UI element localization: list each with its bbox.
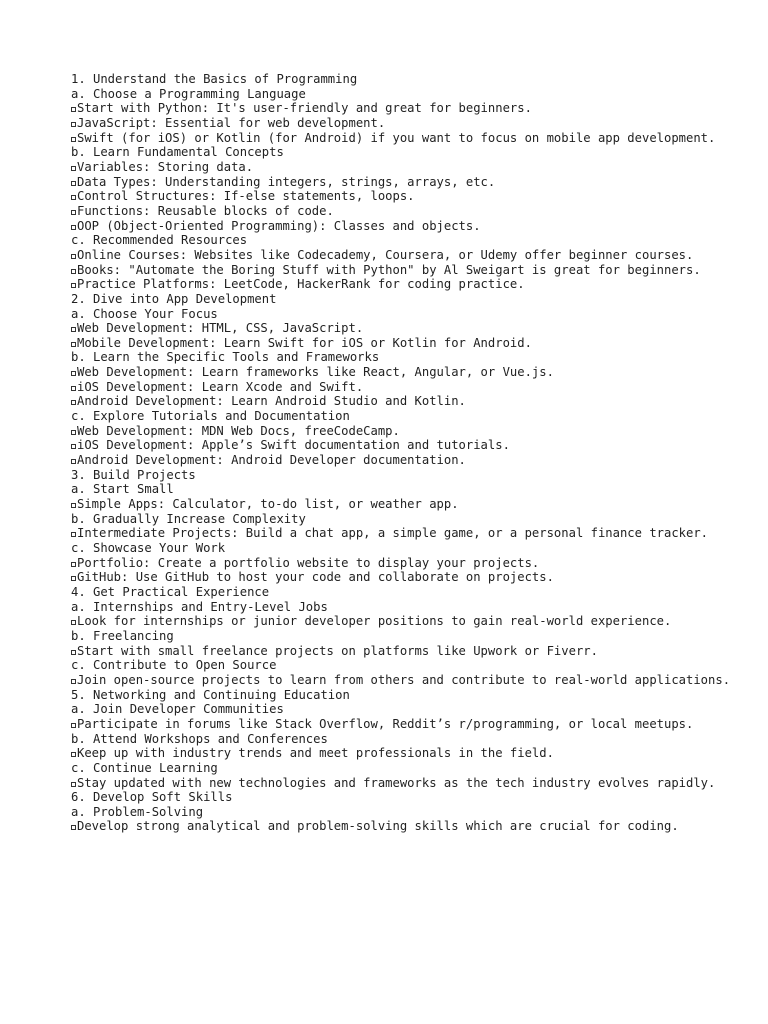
subsection-heading: [71, 350, 731, 365]
square-bullet-icon: [71, 400, 76, 405]
subsection-heading: [71, 702, 731, 717]
bullet-item: [71, 175, 731, 190]
line-text: Data Types: Understanding integers, strings, arrays, etc.: [77, 174, 496, 189]
subsection-heading: [71, 482, 731, 497]
bullet-item: [71, 204, 731, 219]
bullet-item: [71, 819, 731, 834]
bullet-item: [71, 116, 731, 131]
subsection-heading: [71, 805, 731, 820]
bullet-item: [71, 131, 731, 146]
section-heading: [71, 292, 731, 307]
square-bullet-icon: [71, 532, 76, 537]
square-bullet-icon: [71, 269, 76, 274]
square-bullet-icon: [71, 195, 76, 200]
line-text: b. Attend Workshops and Conferences: [71, 731, 328, 746]
document-page: [71, 72, 731, 834]
line-text: b. Freelancing: [71, 628, 174, 643]
line-text: c. Recommended Resources: [71, 233, 248, 248]
line-text: Swift (for iOS) or Kotlin (for Android) if you want to focus on mobile app development.: [77, 130, 716, 145]
line-text: Practice Platforms: LeetCode, HackerRank for coding practice.: [77, 277, 525, 292]
line-text: Start with small freelance projects on platforms like Upwork or Fiverr.: [77, 643, 598, 658]
document-body: [71, 72, 731, 834]
bullet-item: [71, 776, 731, 791]
line-text: Mobile Development: Learn Swift for iOS or Kotlin for Android.: [77, 335, 532, 350]
line-text: Web Development: Learn frameworks like React, Angular, or Vue.js.: [77, 365, 554, 380]
subsection-heading: [71, 233, 731, 248]
line-text: Simple Apps: Calculator, to-do list, or weather app.: [77, 497, 459, 512]
square-bullet-icon: [71, 723, 76, 728]
line-text: 3. Build Projects: [71, 467, 196, 482]
line-text: Web Development: MDN Web Docs, freeCodeCamp.: [77, 423, 400, 438]
square-bullet-icon: [71, 342, 76, 347]
subsection-heading: [71, 307, 731, 322]
square-bullet-icon: [71, 107, 76, 112]
line-text: a. Join Developer Communities: [71, 702, 284, 717]
line-text: c. Explore Tutorials and Documentation: [71, 409, 350, 424]
subsection-heading: [71, 629, 731, 644]
section-heading: [71, 688, 731, 703]
bullet-item: [71, 746, 731, 761]
subsection-heading: [71, 541, 731, 556]
square-bullet-icon: [71, 283, 76, 288]
square-bullet-icon: [71, 679, 76, 684]
square-bullet-icon: [71, 620, 76, 625]
square-bullet-icon: [71, 181, 76, 186]
bullet-item: [71, 365, 731, 380]
line-text: Control Structures: If-else statements, loops.: [77, 189, 415, 204]
bullet-item: [71, 160, 731, 175]
line-text: Web Development: HTML, CSS, JavaScript.: [77, 321, 364, 336]
line-text: OOP (Object-Oriented Programming): Classes and objects.: [77, 218, 481, 233]
line-text: c. Showcase Your Work: [71, 541, 226, 555]
line-text: c. Contribute to Open Source: [71, 658, 277, 673]
subsection-heading: [71, 145, 731, 160]
bullet-item: [71, 497, 731, 512]
line-text: c. Continue Learning: [71, 760, 218, 775]
bullet-item: [71, 526, 731, 541]
bullet-item: [71, 614, 731, 629]
subsection-heading: [71, 658, 731, 673]
line-text: iOS Development: Apple’s Swift documentation and tutorials.: [77, 438, 510, 453]
line-text: Intermediate Projects: Build a chat app, a simple game, or a personal finance tracker.: [77, 526, 709, 541]
square-bullet-icon: [71, 254, 76, 259]
square-bullet-icon: [71, 430, 76, 435]
line-text: Keep up with industry trends and meet professionals in the field.: [77, 746, 554, 761]
line-text: 6. Develop Soft Skills: [71, 790, 233, 805]
square-bullet-icon: [71, 371, 76, 376]
square-bullet-icon: [71, 327, 76, 332]
line-text: 1. Understand the Basics of Programming: [71, 72, 358, 86]
line-text: Develop strong analytical and problem-solving skills which are crucial for coding.: [77, 819, 679, 834]
line-text: b. Gradually Increase Complexity: [71, 511, 306, 526]
square-bullet-icon: [71, 752, 76, 757]
line-text: a. Problem-Solving: [71, 804, 204, 819]
line-text: Online Courses: Websites like Codecademy, Coursera, or Udemy offer beginner courses.: [77, 247, 694, 262]
square-bullet-icon: [71, 782, 76, 787]
bullet-item: [71, 248, 731, 263]
line-text: a. Choose a Programming Language: [71, 86, 306, 101]
line-text: a. Choose Your Focus: [71, 306, 218, 321]
bullet-item: [71, 336, 731, 351]
square-bullet-icon: [71, 225, 76, 230]
line-text: Variables: Storing data.: [77, 159, 254, 174]
section-heading: [71, 585, 731, 600]
bullet-item: [71, 277, 731, 292]
line-text: Start with Python: It's user-friendly and great for beginners.: [77, 101, 532, 116]
line-text: b. Learn the Specific Tools and Frameworks: [71, 350, 380, 365]
square-bullet-icon: [71, 576, 76, 581]
bullet-item: [71, 570, 731, 585]
bullet-item: [71, 189, 731, 204]
bullet-item: [71, 380, 731, 395]
subsection-heading: [71, 600, 731, 615]
subsection-heading: [71, 761, 731, 776]
line-text: Android Development: Android Developer documentation.: [77, 453, 466, 468]
bullet-item: [71, 644, 731, 659]
square-bullet-icon: [71, 825, 76, 830]
line-text: b. Learn Fundamental Concepts: [71, 145, 284, 160]
square-bullet-icon: [71, 166, 76, 171]
subsection-heading: [71, 409, 731, 424]
subsection-heading: [71, 512, 731, 527]
section-heading: [71, 72, 731, 87]
square-bullet-icon: [71, 459, 76, 464]
line-text: JavaScript: Essential for web development.: [77, 115, 386, 130]
bullet-item: [71, 394, 731, 409]
square-bullet-icon: [71, 503, 76, 508]
line-text: Stay updated with new technologies and frameworks as the tech industry evolves rapidly.: [77, 775, 716, 790]
bullet-item: [71, 438, 731, 453]
square-bullet-icon: [71, 122, 76, 127]
line-text: Books: "Automate the Boring Stuff with Python" by Al Sweigart is great for beginners.: [77, 262, 701, 277]
line-text: Android Development: Learn Android Studio and Kotlin.: [77, 394, 466, 409]
section-heading: [71, 468, 731, 483]
line-text: Look for internships or junior developer positions to gain real-world experience.: [77, 614, 672, 629]
bullet-item: [71, 424, 731, 439]
square-bullet-icon: [71, 210, 76, 215]
bullet-item: [71, 717, 731, 732]
line-text: a. Start Small: [71, 482, 174, 497]
line-text: Participate in forums like Stack Overflow, Reddit’s r/programming, or local meetups.: [77, 716, 694, 731]
subsection-heading: [71, 87, 731, 102]
bullet-item: [71, 556, 731, 571]
line-text: GitHub: Use GitHub to host your code and collaborate on projects.: [77, 570, 554, 585]
line-text: 5. Networking and Continuing Education: [71, 687, 350, 702]
section-heading: [71, 790, 731, 805]
bullet-item: [71, 673, 731, 688]
bullet-item: [71, 219, 731, 234]
square-bullet-icon: [71, 386, 76, 391]
line-text: Join open-source projects to learn from others and contribute to real-world applications.: [77, 672, 731, 687]
subsection-heading: [71, 732, 731, 747]
line-text: Functions: Reusable blocks of code.: [77, 203, 334, 218]
bullet-item: [71, 453, 731, 468]
line-text: Portfolio: Create a portfolio website to display your projects.: [77, 555, 540, 570]
square-bullet-icon: [71, 562, 76, 567]
bullet-item: [71, 321, 731, 336]
line-text: 2. Dive into App Development: [71, 291, 277, 306]
line-text: 4. Get Practical Experience: [71, 584, 270, 599]
bullet-item: [71, 101, 731, 116]
line-text: a. Internships and Entry-Level Jobs: [71, 599, 328, 614]
square-bullet-icon: [71, 137, 76, 142]
line-text: iOS Development: Learn Xcode and Swift.: [77, 379, 364, 394]
square-bullet-icon: [71, 650, 76, 655]
square-bullet-icon: [71, 444, 76, 449]
bullet-item: [71, 263, 731, 278]
